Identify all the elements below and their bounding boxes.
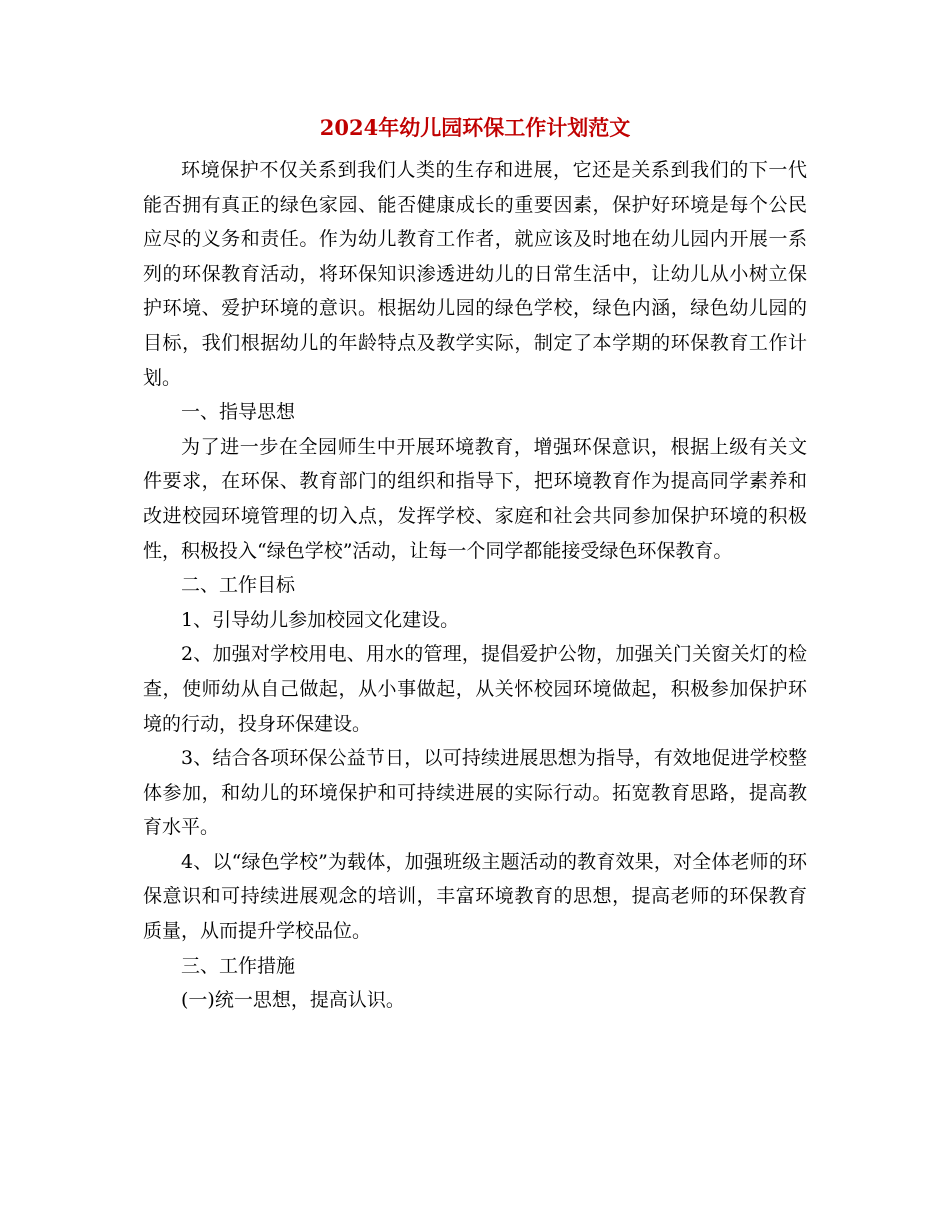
goal-item-3: 3、结合各项环保公益节日，以可持续进展思想为指导，有效地促进学校整体参加，和幼儿的环境保护和可持续进展的实际行动。拓宽教育思路，提高教育水平。 xyxy=(143,747,807,839)
document-body xyxy=(143,153,807,1018)
intro-paragraph: 环境保护不仅关系到我们人类的生存和进展，它还是关系到我们的下一代能否拥有真正的绿色家园、能否健康成长的重要因素，保护好环境是每个公民应尽的义务和责任。作为幼儿教育工作者，就应该及时地在幼儿园内开展一系列的环保教育活动，将环保知识渗透进幼儿的日常生活中，让幼儿从小树立保护环境、爱护环境的意识。根据幼儿园的绿色学校，绿色内涵，绿色幼儿园的目标，我们根据幼儿的年龄特点及教学实际，制定了本学期的环保教育工作计划。 xyxy=(143,159,807,389)
document-title: 2024年幼儿园环保工作计划范文 xyxy=(319,115,631,140)
section-heading-work-measures: 三、工作措施 xyxy=(181,954,296,977)
section-heading-guiding-ideology: 一、指导思想 xyxy=(181,401,296,424)
goal-item-4: 4、以“绿色学校”为载体，加强班级主题活动的教育效果，对全体老师的环保意识和可持续进展观念的培训，丰富环境教育的思想，提高老师的环保教育质量，从而提升学校品位。 xyxy=(143,850,807,943)
section-heading-work-goals: 二、工作目标 xyxy=(181,574,296,597)
goal-item-1: 1、引导幼儿参加校园文化建设。 xyxy=(181,608,460,631)
measure-subheading-1: (一)统一思想，提高认识。 xyxy=(181,989,405,1012)
guiding-ideology-paragraph: 为了进一步在全园师生中开展环境教育，增强环保意识，根据上级有关文件要求，在环保、教育部门的组织和指导下，把环境教育作为提高同学素养和改进校园环境管理的切入点，发挥学校、家庭和社会共同参加保护环境的积极性，积极投入“绿色学校”活动，让每一个同学都能接受绿色环保教育。 xyxy=(143,435,807,562)
goal-item-2: 2、加强对学校用电、用水的管理，提倡爱护公物，加强关门关窗关灯的检查，使师幼从自己做起，从小事做起，从关怀校园环境做起，积极参加保护环境的行动，投身环保建设。 xyxy=(143,643,807,735)
